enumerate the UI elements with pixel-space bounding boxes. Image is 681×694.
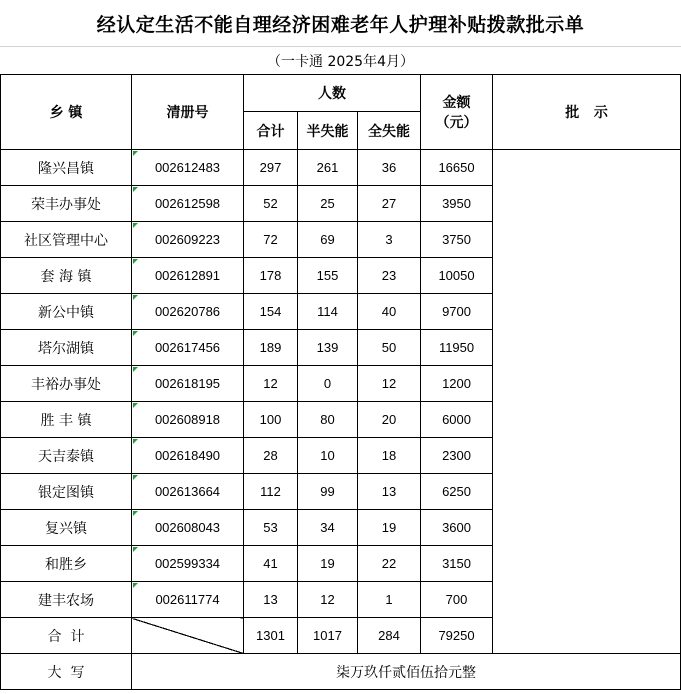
total-cell: 12 xyxy=(244,366,298,402)
amount-cell: 6000 xyxy=(421,402,493,438)
register-no-cell: 002611774 xyxy=(132,582,244,618)
register-no-cell: 002618195 xyxy=(132,366,244,402)
half-disabled-cell: 155 xyxy=(298,258,358,294)
full-disabled-cell: 18 xyxy=(358,438,421,474)
amount-cell: 3950 xyxy=(421,186,493,222)
half-disabled-cell: 0 xyxy=(298,366,358,402)
half-disabled-cell: 10 xyxy=(298,438,358,474)
register-no-cell: 002599334 xyxy=(132,546,244,582)
town-cell: 丰裕办事处 xyxy=(1,366,132,402)
register-no-cell: 002612891 xyxy=(132,258,244,294)
amount-cell: 3150 xyxy=(421,546,493,582)
town-cell: 套 海 镇 xyxy=(1,258,132,294)
total-cell: 52 xyxy=(244,186,298,222)
totals-total: 1301 xyxy=(244,618,298,654)
half-disabled-cell: 80 xyxy=(298,402,358,438)
amount-cell: 9700 xyxy=(421,294,493,330)
half-disabled-cell: 69 xyxy=(298,222,358,258)
full-disabled-cell: 3 xyxy=(358,222,421,258)
header-full-disabled: 全失能 xyxy=(358,112,421,150)
capital-amount: 柒万玖仟贰佰伍拾元整 xyxy=(132,654,681,690)
header-register-no: 清册号 xyxy=(132,75,244,150)
register-no-cell: 002620786 xyxy=(132,294,244,330)
town-cell: 天吉泰镇 xyxy=(1,438,132,474)
full-disabled-cell: 36 xyxy=(358,150,421,186)
town-cell: 新公中镇 xyxy=(1,294,132,330)
full-disabled-cell: 1 xyxy=(358,582,421,618)
full-disabled-cell: 40 xyxy=(358,294,421,330)
half-disabled-cell: 19 xyxy=(298,546,358,582)
full-disabled-cell: 50 xyxy=(358,330,421,366)
header-amount-line2: （元） xyxy=(435,115,478,131)
amount-cell: 16650 xyxy=(421,150,493,186)
header-half-disabled: 半失能 xyxy=(298,112,358,150)
amount-cell: 6250 xyxy=(421,474,493,510)
town-cell: 塔尔湖镇 xyxy=(1,330,132,366)
amount-cell: 10050 xyxy=(421,258,493,294)
half-disabled-cell: 34 xyxy=(298,510,358,546)
half-disabled-cell: 114 xyxy=(298,294,358,330)
amount-cell: 1200 xyxy=(421,366,493,402)
header-total: 合计 xyxy=(244,112,298,150)
full-disabled-cell: 20 xyxy=(358,402,421,438)
approval-area xyxy=(493,150,681,654)
form-title: 经认定生活不能自理经济困难老年人护理补贴拨款批示单 xyxy=(0,0,681,47)
totals-full-disabled: 284 xyxy=(358,618,421,654)
amount-cell: 3600 xyxy=(421,510,493,546)
header-approval: 批 示 xyxy=(493,75,681,150)
amount-cell: 3750 xyxy=(421,222,493,258)
register-no-cell: 002612483 xyxy=(132,150,244,186)
town-cell: 建丰农场 xyxy=(1,582,132,618)
form-subtitle: （一卡通 2025年4月） xyxy=(267,53,414,70)
town-cell: 和胜乡 xyxy=(1,546,132,582)
full-disabled-cell: 12 xyxy=(358,366,421,402)
half-disabled-cell: 99 xyxy=(298,474,358,510)
total-cell: 28 xyxy=(244,438,298,474)
capital-row xyxy=(1,654,681,690)
amount-cell: 11950 xyxy=(421,330,493,366)
town-cell: 荣丰办事处 xyxy=(1,186,132,222)
register-no-cell: 002612598 xyxy=(132,186,244,222)
total-cell: 13 xyxy=(244,582,298,618)
total-cell: 112 xyxy=(244,474,298,510)
town-cell: 隆兴昌镇 xyxy=(1,150,132,186)
full-disabled-cell: 22 xyxy=(358,546,421,582)
header-count-group: 人数 xyxy=(244,75,421,112)
total-cell: 154 xyxy=(244,294,298,330)
total-cell: 72 xyxy=(244,222,298,258)
total-cell: 297 xyxy=(244,150,298,186)
register-no-cell: 002608918 xyxy=(132,402,244,438)
total-cell: 189 xyxy=(244,330,298,366)
capital-label: 大 写 xyxy=(1,654,132,690)
table-row xyxy=(1,150,681,186)
full-disabled-cell: 13 xyxy=(358,474,421,510)
town-cell: 银定图镇 xyxy=(1,474,132,510)
amount-cell: 2300 xyxy=(421,438,493,474)
register-no-cell: 002608043 xyxy=(132,510,244,546)
amount-cell: 700 xyxy=(421,582,493,618)
town-cell: 复兴镇 xyxy=(1,510,132,546)
half-disabled-cell: 261 xyxy=(298,150,358,186)
total-cell: 178 xyxy=(244,258,298,294)
totals-label: 合 计 xyxy=(1,618,132,654)
full-disabled-cell: 27 xyxy=(358,186,421,222)
half-disabled-cell: 25 xyxy=(298,186,358,222)
full-disabled-cell: 19 xyxy=(358,510,421,546)
register-no-cell: 002609223 xyxy=(132,222,244,258)
total-cell: 41 xyxy=(244,546,298,582)
register-no-cell: 002618490 xyxy=(132,438,244,474)
allowance-table xyxy=(0,74,681,690)
header-amount xyxy=(421,75,493,150)
totals-half-disabled: 1017 xyxy=(298,618,358,654)
town-cell: 胜 丰 镇 xyxy=(1,402,132,438)
half-disabled-cell: 139 xyxy=(298,330,358,366)
town-cell: 社区管理中心 xyxy=(1,222,132,258)
totals-amount: 79250 xyxy=(421,618,493,654)
header-town: 乡 镇 xyxy=(1,75,132,150)
register-no-cell: 002617456 xyxy=(132,330,244,366)
header-amount-line1: 金额 xyxy=(442,95,471,111)
half-disabled-cell: 12 xyxy=(298,582,358,618)
total-cell: 53 xyxy=(244,510,298,546)
full-disabled-cell: 23 xyxy=(358,258,421,294)
total-cell: 100 xyxy=(244,402,298,438)
totals-diagonal-cell xyxy=(132,618,244,654)
register-no-cell: 002613664 xyxy=(132,474,244,510)
